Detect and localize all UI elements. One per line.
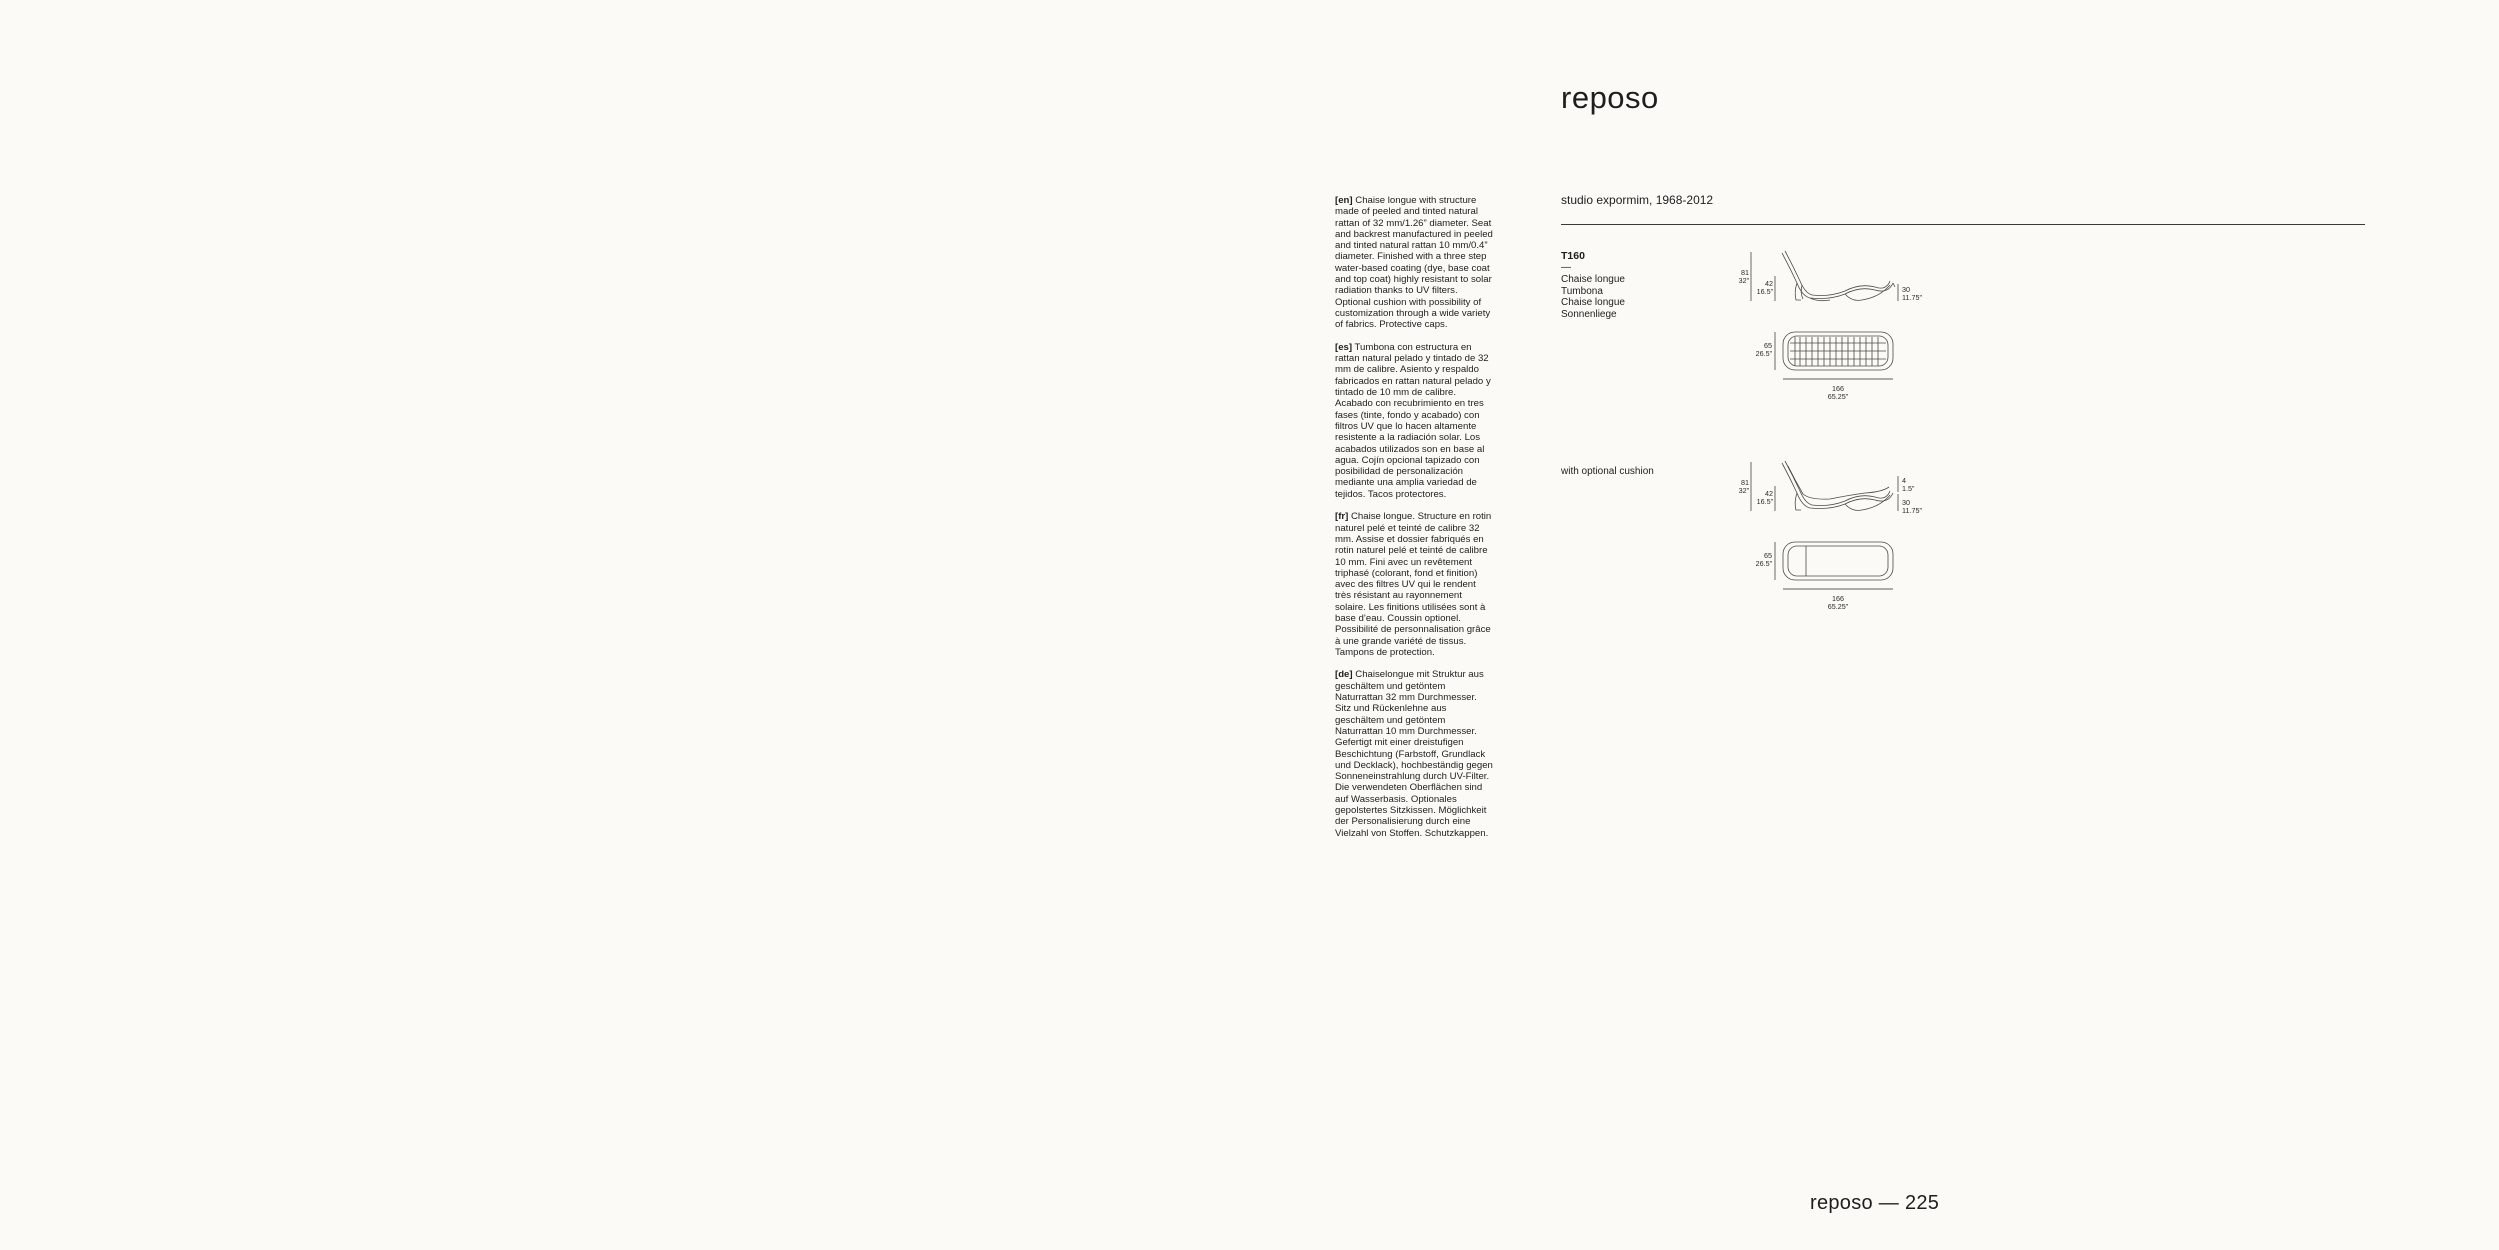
product-separator: — (1561, 262, 1571, 273)
dim-length-standard: 166 65.25” (1827, 384, 1849, 401)
studio-credit: studio expormim, 1968-2012 (1561, 193, 1714, 207)
product-code: T160 (1561, 250, 1585, 262)
dim-seat-cushion: 42 16.5” (1756, 489, 1773, 506)
description-en-text: Chaise longue with structure made of peeled and tinted natural rattan of 32 mm/1.26” diameter. Seat and backrest manufactured in peeled and tinted natural rattan 10 mm/0.4” diameter. Finished with a three step water-based coating (dye, base coat and top coat) highly resistant to solar radiation thanks to UV filters. Optional cushion with possibility of customization through a wide variety of fabrics. Protective caps. (1335, 195, 1493, 331)
description-es-text: Tumbona con estructura en rattan natural pelado y tintado de 32 mm de calibre. Asiento y respaldo fabricados en rattan natural pelado y tintado de 10 mm de calibre. Acabado con recubrimiento en tres fases (tinte, fondo y acabado) con filtros UV que lo hacen altamente resistente a la radiación solar. Los acabados utilizados son en base al agua. Cojín opcional tapizado con posibilidad de personalización mediante una amplia variedad de tejidos. Tacos protectores. (1335, 341, 1491, 500)
dim-height-cushion: 81 32” (1738, 478, 1749, 495)
product-name-de: Sonnenliege (1561, 308, 1617, 320)
product-name-fr: Chaise longue (1561, 297, 1625, 308)
lang-tag-de: [de] (1335, 669, 1353, 681)
lang-tag-es: [es] (1335, 341, 1353, 353)
optional-cushion-label: with optional cushion (1561, 466, 1654, 477)
page-footer: reposo — 225 (1810, 1192, 1940, 1214)
lang-tag-en: [en] (1335, 195, 1353, 206)
dimension-lines-cushion (1751, 462, 1898, 589)
dim-foot-cushion: 30 11.75” (1902, 498, 1922, 515)
chaise-top-view-drawing (1783, 332, 1893, 370)
product-name-en: Chaise longue (1561, 274, 1625, 285)
dim-height-standard: 81 32” (1738, 268, 1749, 285)
lang-tag-fr: [fr] (1335, 511, 1349, 523)
cushion-top-view-drawing (1783, 542, 1893, 580)
dim-length-cushion: 166 65.25” (1827, 594, 1849, 611)
chaise-side-view-drawing (1782, 251, 1895, 301)
cushion-side-view-drawing (1782, 461, 1893, 510)
dim-cushion-thickness: 4 1.5” (1902, 476, 1915, 493)
description-fr-text: Chaise longue. Structure en rotin naturel pelé et teinté de calibre 32 mm. Assise et dossier fabriqués en rotin naturel pelé et teinté de calibre 10 mm. Fini avec un revêtement triphasé (colorant, fond et finition) avec des filtres UV qui le rendent très résistant au rayonnement solaire. Les finitions utilisées sont à base d’eau. Coussin optionel. Possibilité de personnalisation grâce à une grande variété de tissus. Tampons de protection. (1335, 511, 1492, 658)
dimension-lines-standard (1751, 252, 1898, 379)
page-title: reposo (1561, 80, 1659, 115)
product-name-es: Tumbona (1561, 285, 1603, 297)
dim-foot-standard: 30 11.75” (1902, 285, 1922, 302)
dim-width-standard: 65 26.5” (1755, 341, 1772, 358)
dim-width-cushion: 65 26.5” (1755, 551, 1772, 568)
description-de-text: Chaiselongue mit Struktur aus geschältem und getöntem Naturrattan 32 mm Durchmesser. Sitz und Rückenlehne aus geschältem und getöntem Naturrattan 10 mm Durchmesser. Gefertigt mit einer dreistufigen Beschichtung (Farbstoff, Grundlack und Decklack), hochbeständig gegen Sonneneinstrahlung durch UV-Filter. Die verwendeten Oberflächen sind auf Wasserbasis. Optionales gepolstertes Sitzkissen. Möglichkeit der Personalisierung durch eine Vielzahl von Stoffen. Schutzkappen. (1335, 669, 1493, 839)
dim-seat-standard: 42 16.5” (1756, 279, 1773, 296)
